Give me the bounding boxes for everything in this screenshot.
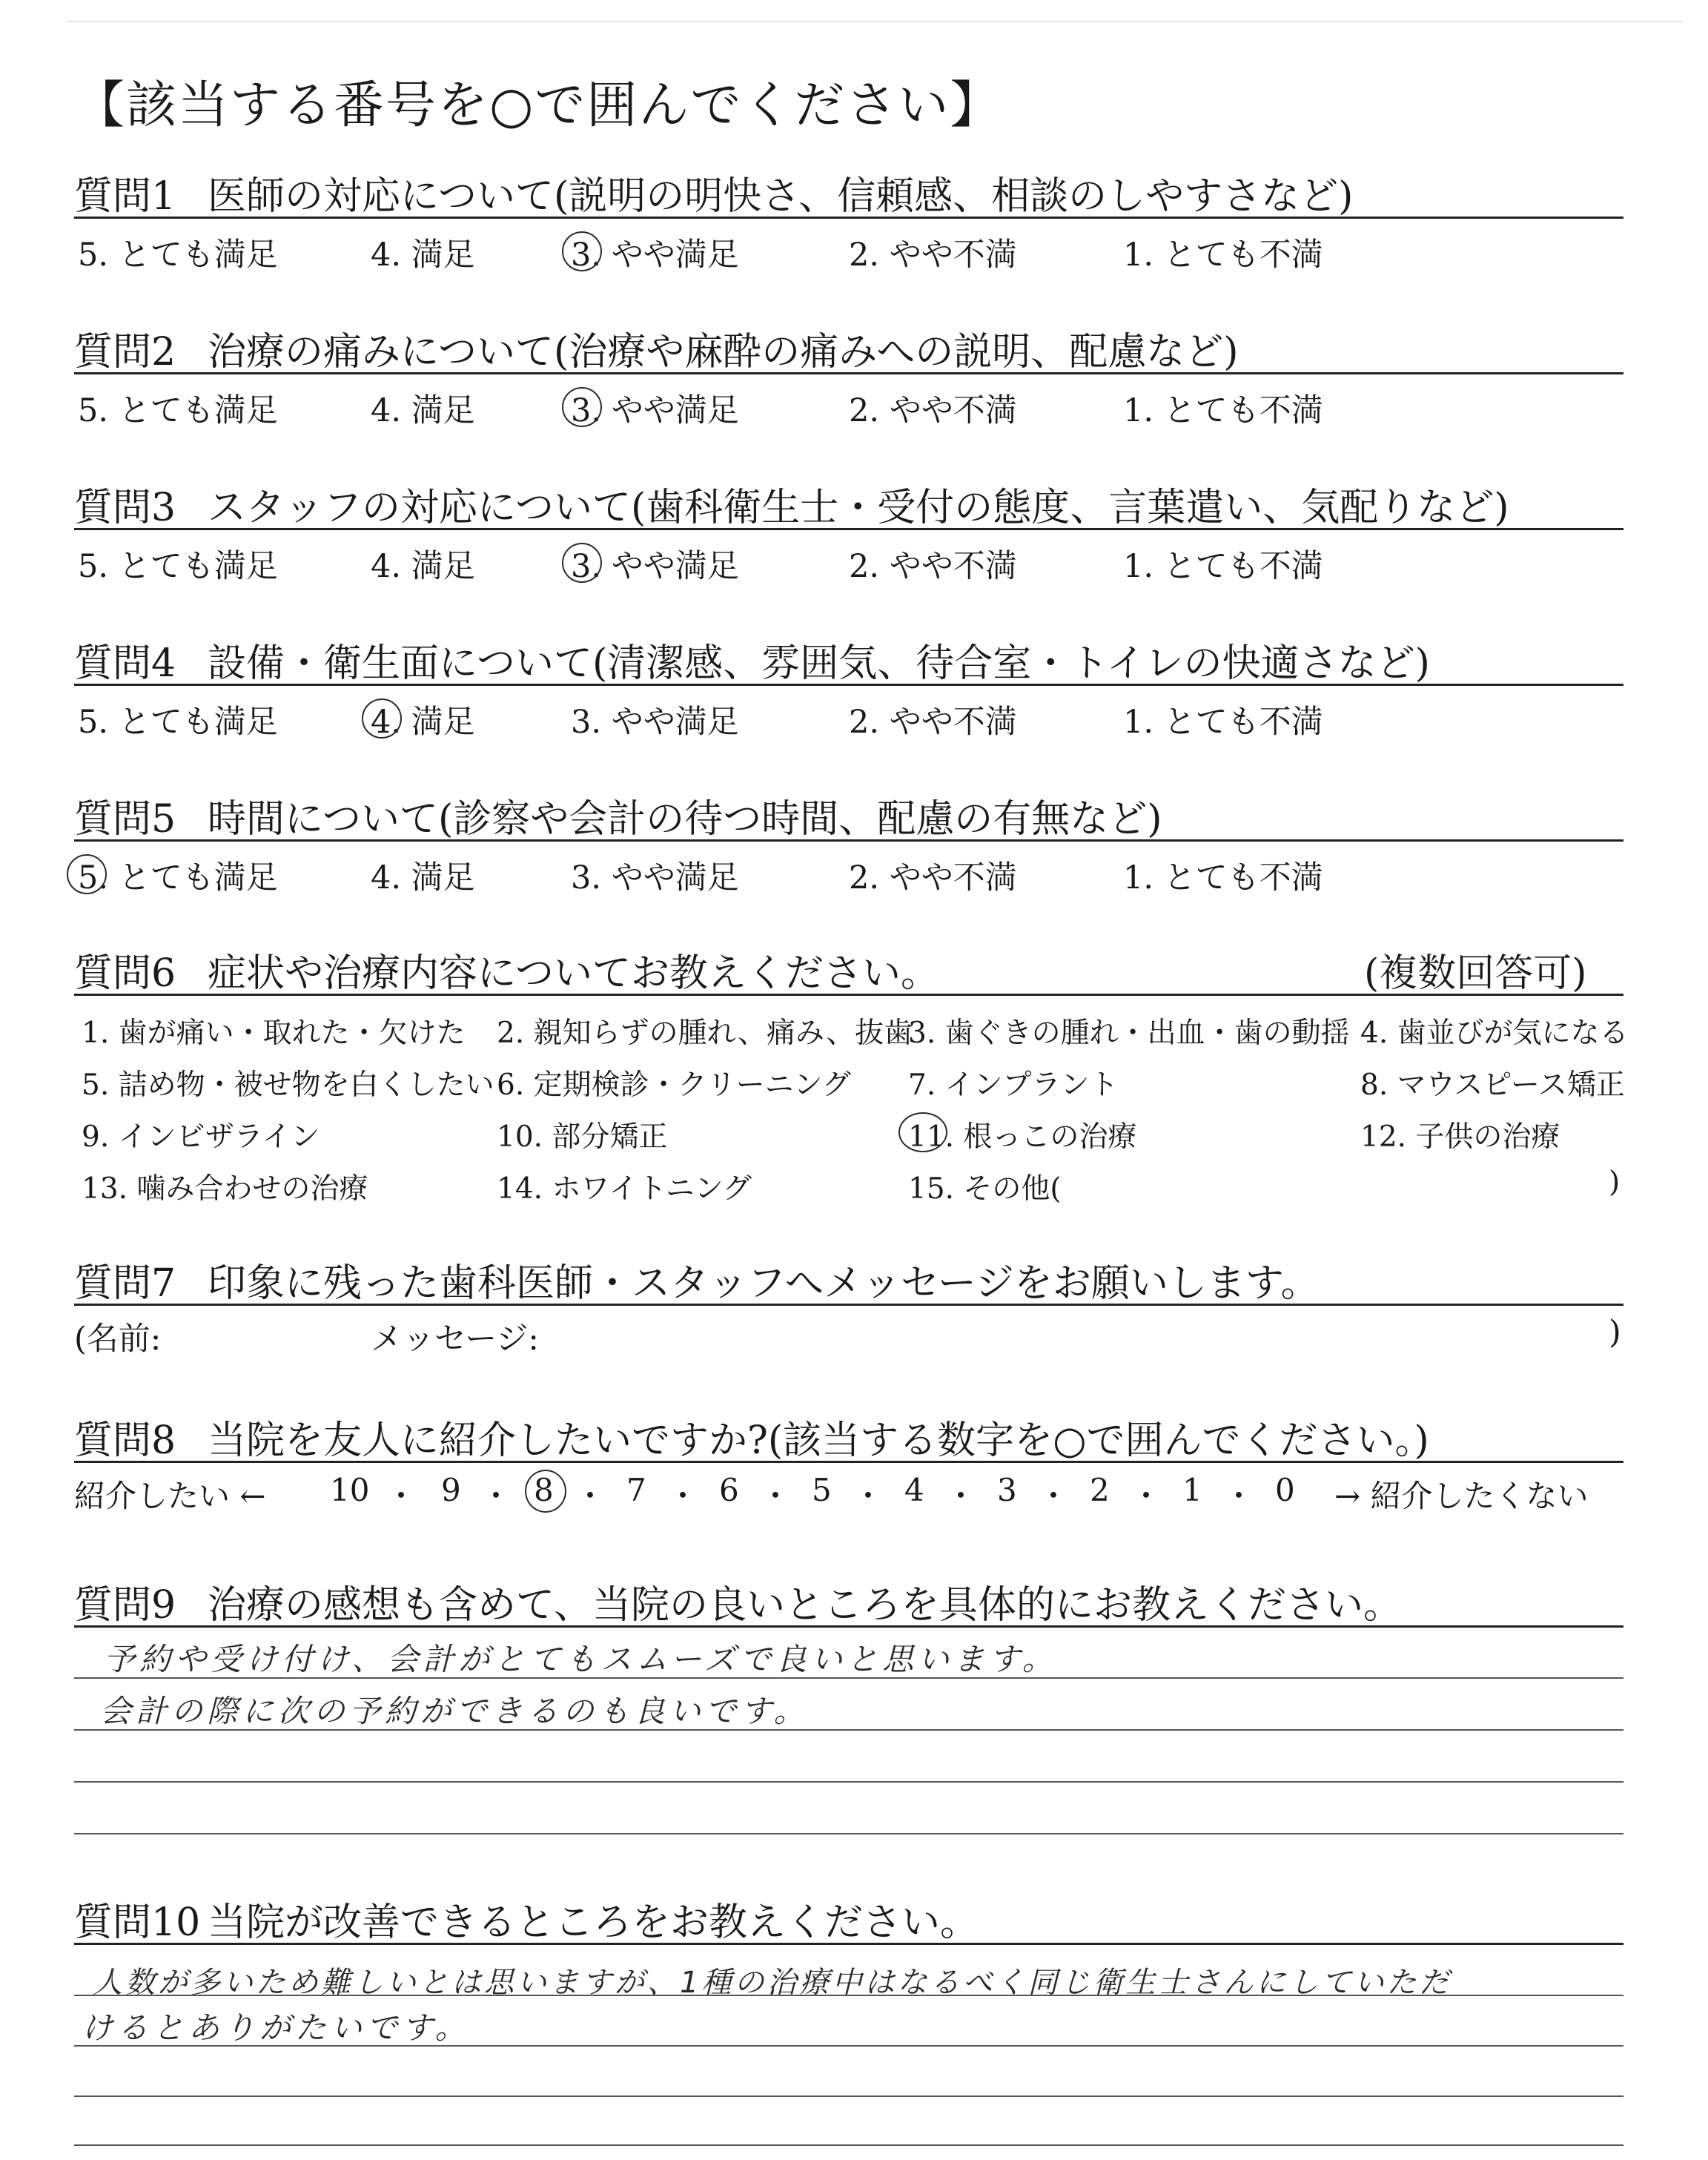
q4-number: 質問4	[74, 641, 176, 686]
q2-text: 治療の痛みについて(治療や麻酔の痛みへの説明、配慮など)	[208, 330, 1239, 374]
q2-selection-circle	[562, 387, 602, 427]
q2-number: 質問2	[74, 330, 176, 374]
q3-option-5[interactable]: 5. とても満足	[78, 548, 278, 585]
q5-selection-circle	[67, 854, 107, 894]
q10-writing-line	[74, 2095, 1623, 2097]
q5-option-5[interactable]: 5. とても満足	[78, 859, 278, 896]
q6-rule	[74, 994, 1623, 996]
q8-scale-0[interactable]: 0	[1275, 1472, 1295, 1508]
q8-separator: ・	[853, 1478, 884, 1514]
q8-scale-3[interactable]: 3	[997, 1472, 1017, 1508]
q9-rule	[74, 1625, 1623, 1628]
q2-option-5[interactable]: 5. とても満足	[78, 392, 278, 429]
q8-scale-4[interactable]: 4	[904, 1472, 924, 1508]
q8-separator: ・	[760, 1478, 792, 1514]
q3-option-1[interactable]: 1. とても不満	[1123, 548, 1323, 585]
q6-item-12[interactable]: 12. 子供の治療	[1360, 1120, 1560, 1154]
q3-title	[74, 476, 1509, 532]
q4-selection-circle	[362, 698, 402, 739]
q1-selection-circle	[562, 231, 602, 271]
q8-number: 質問8	[74, 1418, 176, 1463]
q5-option-4[interactable]: 4. 満足	[371, 859, 475, 896]
q9-title	[74, 1573, 1402, 1629]
q9-text: 治療の感想も含めて、当院の良いところを具体的にお教えください。	[208, 1583, 1402, 1628]
q8-separator: ・	[480, 1478, 512, 1514]
q6-multiple-note: (複数回答可)	[1364, 951, 1587, 996]
q7-message-label[interactable]: メッセージ:	[371, 1321, 539, 1358]
q4-title	[74, 632, 1430, 687]
q8-selection-circle	[525, 1470, 566, 1513]
q1-title	[74, 165, 1353, 220]
q6-item-8[interactable]: 8. マウスピース矯正	[1360, 1069, 1625, 1102]
q6-item-14[interactable]: 14. ホワイトニング	[497, 1172, 752, 1206]
q5-number: 質問5	[74, 797, 176, 842]
q2-title	[74, 320, 1239, 376]
q3-text: スタッフの対応について(歯科衛生士・受付の態度、言葉遣い、気配りなど)	[208, 486, 1509, 530]
q10-number: 質問10	[74, 1900, 201, 1945]
q3-selection-circle	[562, 543, 602, 583]
q8-separator: ・	[1223, 1478, 1255, 1514]
q4-rule	[74, 684, 1623, 686]
q10-title	[74, 1891, 979, 1946]
q8-text: 当院を友人に紹介したいですか?(該当する数字を○で囲んでください。)	[208, 1418, 1429, 1463]
q10-writing-line	[74, 1995, 1623, 1996]
q8-separator: ・	[1038, 1478, 1070, 1514]
q9-writing-line	[74, 1781, 1623, 1783]
q4-option-1[interactable]: 1. とても不満	[1123, 704, 1323, 741]
q7-title	[74, 1252, 1320, 1307]
q7-number: 質問7	[74, 1261, 176, 1306]
q8-scale-10[interactable]: 10	[330, 1472, 370, 1508]
q8-left-label: 紹介したい ←	[74, 1478, 266, 1514]
q1-option-3[interactable]: 3. やや満足	[571, 237, 739, 274]
q3-option-4[interactable]: 4. 満足	[371, 548, 475, 585]
q1-rule	[74, 217, 1623, 219]
q1-number: 質問1	[74, 174, 176, 219]
q5-title	[74, 787, 1162, 843]
q4-text: 設備・衛生面について(清潔感、雰囲気、待合室・トイレの快適さなど)	[208, 641, 1430, 686]
q10-writing-line	[74, 2144, 1623, 2146]
q8-scale-2[interactable]: 2	[1090, 1472, 1110, 1508]
q6-item-6[interactable]: 6. 定期検診・クリーニング	[497, 1069, 851, 1102]
q8-separator: ・	[385, 1478, 417, 1514]
q6-item-11[interactable]: 11. 根っこの治療	[908, 1120, 1137, 1154]
q6-item-9[interactable]: 9. インビザライン	[82, 1120, 320, 1154]
q1-option-4[interactable]: 4. 満足	[371, 237, 475, 274]
q7-rule	[74, 1304, 1623, 1306]
q5-rule	[74, 839, 1623, 842]
top-border	[67, 21, 1683, 22]
q8-separator: ・	[945, 1478, 977, 1514]
q9-writing-line	[74, 1729, 1623, 1731]
q4-option-5[interactable]: 5. とても満足	[78, 704, 278, 741]
q2-option-2[interactable]: 2. やや不満	[849, 392, 1017, 429]
q8-scale-7[interactable]: 7	[626, 1472, 646, 1508]
q1-text: 医師の対応について(説明の明快さ、信頼感、相談のしやすさなど)	[208, 174, 1354, 219]
q7-close-paren: )	[1609, 1314, 1621, 1351]
q6-item-1[interactable]: 1. 歯が痛い・取れた・欠けた	[82, 1017, 466, 1050]
q6-text: 症状や治療内容についてお教えください。	[208, 951, 939, 996]
q9-writing-line	[74, 1677, 1623, 1679]
q10-writing-line	[74, 2045, 1623, 2047]
q9-number: 質問9	[74, 1583, 176, 1628]
q1-option-1[interactable]: 1. とても不満	[1123, 237, 1323, 274]
q9-handwritten-line-2: 会計の際に次の予約ができるのも良いです。	[100, 1693, 810, 1729]
q6-item-7[interactable]: 7. インプラント	[908, 1069, 1119, 1102]
q6-item-10[interactable]: 10. 部分矯正	[497, 1120, 668, 1154]
q2-rule	[74, 372, 1623, 374]
q9-writing-line	[74, 1833, 1623, 1834]
q8-separator: ・	[575, 1478, 606, 1514]
q6-item-3[interactable]: 3. 歯ぐきの腫れ・出血・歯の動揺	[908, 1017, 1350, 1050]
q6-item-13[interactable]: 13. 噛み合わせの治療	[82, 1172, 368, 1206]
q6-number: 質問6	[74, 951, 176, 996]
q5-option-1[interactable]: 1. とても不満	[1123, 859, 1323, 896]
q5-option-2[interactable]: 2. やや不満	[849, 859, 1017, 896]
q9-handwritten-line-1: 予約や受け付け、会計がとてもスムーズで良いと思います。	[104, 1641, 1058, 1677]
q1-option-5[interactable]: 5. とても満足	[78, 237, 278, 274]
q10-handwritten-line-1: 人数が多いため難しいとは思いますが、1種の治療中はなるべく同じ衛生士さんにしていただ	[93, 1966, 1452, 2000]
q4-option-4[interactable]: 4. 満足	[371, 704, 475, 741]
q6-item-5[interactable]: 5. 詰め物・被せ物を白くしたい	[82, 1069, 494, 1102]
q8-separator: ・	[667, 1478, 699, 1514]
q5-option-3[interactable]: 3. やや満足	[571, 859, 739, 896]
q8-scale-6[interactable]: 6	[719, 1472, 739, 1508]
q1-option-2[interactable]: 2. やや不満	[849, 237, 1017, 274]
q2-option-4[interactable]: 4. 満足	[371, 392, 475, 429]
q6-other-close-paren: )	[1609, 1166, 1621, 1199]
q3-number: 質問3	[74, 486, 176, 530]
q3-option-3[interactable]: 3. やや満足	[571, 548, 739, 585]
q4-option-3[interactable]: 3. やや満足	[571, 704, 739, 741]
q6-title	[74, 942, 939, 997]
q2-option-1[interactable]: 1. とても不満	[1123, 392, 1323, 429]
q6-item-15[interactable]: 15. その他(	[908, 1172, 1062, 1206]
q8-right-label: → 紹介したくない	[1334, 1478, 1589, 1514]
q6-selection-circle	[898, 1112, 947, 1152]
q8-rule	[74, 1461, 1623, 1463]
q8-scale-5[interactable]: 5	[812, 1472, 832, 1508]
q10-text: 当院が改善できるところをお教えください。	[208, 1900, 979, 1945]
q8-scale-1[interactable]: 1	[1182, 1472, 1202, 1508]
q7-text: 印象に残った歯科医師・スタッフへメッセージをお願いします。	[208, 1261, 1320, 1306]
q8-separator: ・	[1131, 1478, 1162, 1514]
q8-scale-9[interactable]: 9	[441, 1472, 461, 1508]
q10-handwritten-line-2: けるとありがたいです。	[82, 2009, 471, 2046]
q3-rule	[74, 528, 1623, 530]
form-instruction-heading: 【該当する番号を○で囲んでください】	[74, 76, 1002, 135]
q8-scale-8[interactable]: 8	[534, 1472, 554, 1508]
q8-title	[74, 1409, 1429, 1464]
q10-rule	[74, 1943, 1623, 1945]
q2-option-3[interactable]: 3. やや満足	[571, 392, 739, 429]
q6-item-4[interactable]: 4. 歯並びが気になる	[1360, 1017, 1629, 1050]
q6-item-2[interactable]: 2. 親知らずの腫れ、痛み、抜歯	[497, 1017, 913, 1050]
q4-option-2[interactable]: 2. やや不満	[849, 704, 1017, 741]
q5-text: 時間について(診察や会計の待つ時間、配慮の有無など)	[208, 797, 1162, 842]
q3-option-2[interactable]: 2. やや不満	[849, 548, 1017, 585]
q7-name-label[interactable]: (名前:	[74, 1321, 162, 1358]
